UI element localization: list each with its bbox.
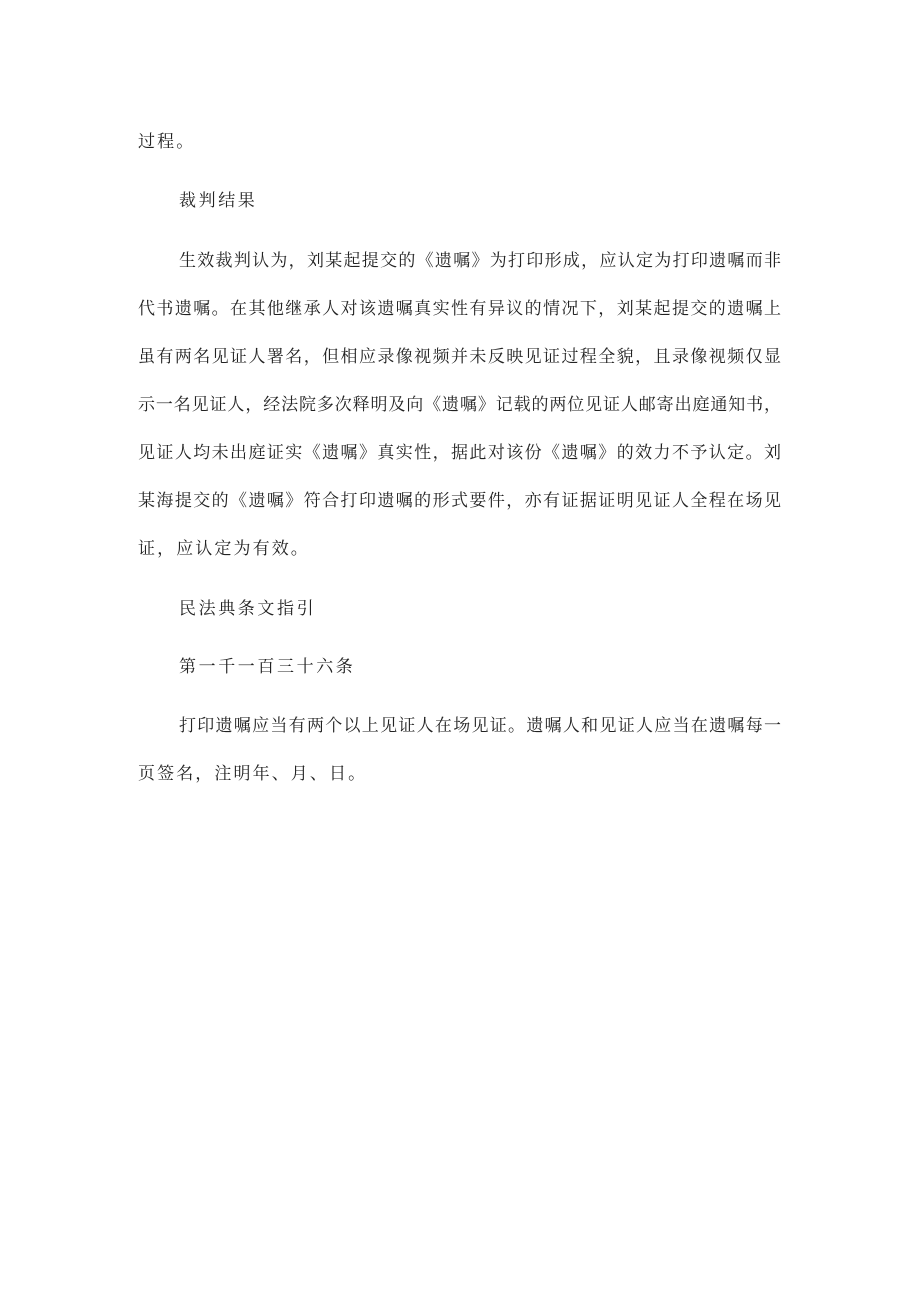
law-heading: 民法典条文指引: [179, 599, 317, 619]
result-paragraph-line: 代书遗嘱。在其他继承人对该遗嘱真实性有异议的情况下，刘某起提交的遗嘱上: [138, 299, 781, 319]
result-heading: 裁判结果: [179, 191, 258, 211]
result-paragraph-line: 证，应认定为有效。: [138, 539, 310, 559]
result-paragraph-line: 虽有两名见证人署名，但相应录像视频并未反映见证过程全貌，且录像视频仅显: [138, 347, 781, 367]
law-article-number: 第一千一百三十六条: [179, 657, 356, 677]
result-paragraph-line: 某海提交的《遗嘱》符合打印遗嘱的形式要件，亦有证据证明见证人全程在场见: [138, 491, 781, 511]
result-paragraph-line: 示一名见证人，经法院多次释明及向《遗嘱》记载的两位见证人邮寄出庭通知书，: [138, 395, 781, 415]
result-paragraph-line: 生效裁判认为，刘某起提交的《遗嘱》为打印形成，应认定为打印遗嘱而非: [179, 251, 781, 271]
intro-tail-text: 过程。: [138, 132, 196, 152]
law-article-line: 打印遗嘱应当有两个以上见证人在场见证。遗嘱人和见证人应当在遗嘱每一: [179, 716, 781, 736]
law-article-line: 页签名，注明年、月、日。: [138, 764, 368, 784]
result-paragraph-line: 见证人均未出庭证实《遗嘱》真实性，据此对该份《遗嘱》的效力不予认定。刘: [138, 443, 781, 463]
